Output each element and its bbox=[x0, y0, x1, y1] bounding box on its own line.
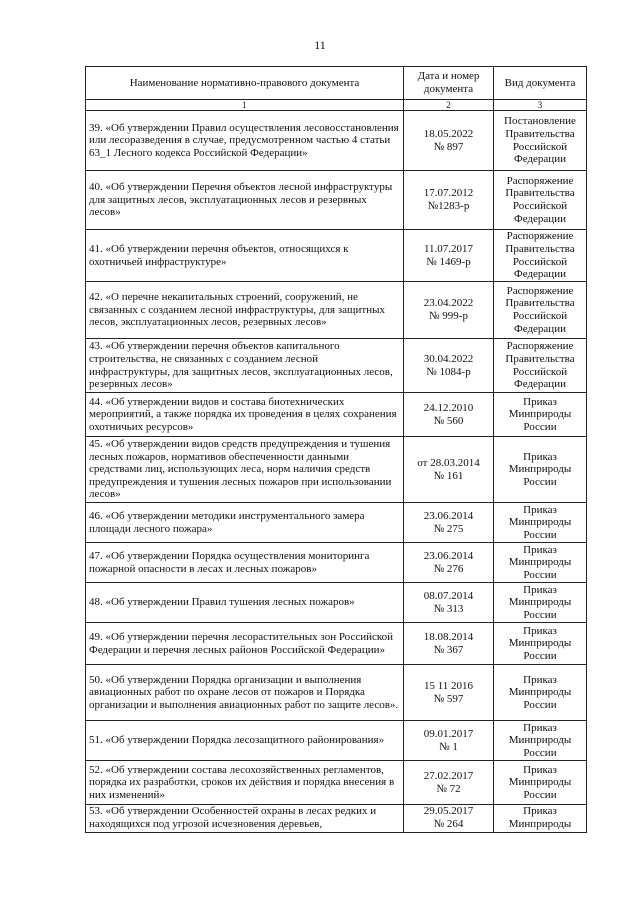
document-name: 49. «Об утверждении перечня лесорастительных зон Российской Федерации и перечня лесных районов Российской Федерации» bbox=[86, 623, 404, 665]
document-date-number bbox=[404, 171, 494, 230]
table-row bbox=[86, 437, 587, 503]
documents-table bbox=[85, 66, 587, 833]
column-number-row bbox=[86, 100, 587, 111]
document-type: Приказ Минприроды России bbox=[494, 583, 587, 623]
document-name: 47. «Об утверждении Порядка осуществления мониторинга пожарной опасности в лесах и лесных пожаров» bbox=[86, 543, 404, 583]
table-row bbox=[86, 665, 587, 721]
document-number: № 313 bbox=[433, 602, 464, 615]
document-type: Постановление Правительства Российской Федерации bbox=[494, 111, 587, 171]
document-date-number bbox=[404, 583, 494, 623]
document-date: от 28.03.2014 bbox=[417, 456, 480, 469]
document-date: 23.06.2014 bbox=[423, 509, 474, 522]
document-number: № 1 bbox=[439, 740, 458, 753]
document-type: Распоряжение Правительства Российской Федерации bbox=[494, 339, 587, 393]
document-date-number bbox=[404, 282, 494, 339]
document-date-number bbox=[404, 393, 494, 437]
document-type: Приказ Минприроды России bbox=[494, 623, 587, 665]
document-number: №1283-р bbox=[427, 200, 470, 212]
document-date-number bbox=[404, 805, 494, 833]
document-number: № 897 bbox=[433, 140, 464, 153]
document-date: 09.01.2017 bbox=[423, 727, 474, 740]
document-date: 11.07.2017 bbox=[423, 242, 474, 255]
document-date-number bbox=[404, 665, 494, 721]
document-number: № 999-р bbox=[429, 310, 468, 322]
table-row bbox=[86, 503, 587, 543]
document-name: 43. «Об утверждении перечня объектов капитального строительства, не связанных с созданием лесной инфраструктуры, для защитных лесов, эксплуатационных лесов, резервных лесов» bbox=[86, 339, 404, 393]
document-date: 08.07.2014 bbox=[423, 589, 474, 602]
document-type: Приказ Минприроды bbox=[494, 805, 587, 833]
document-name: 50. «Об утверждении Порядка организации и выполнения авиационных работ по охране лесов от пожаров и Порядка организации и выполнения авиационных работ по защите лесов». bbox=[86, 665, 404, 721]
document-number: № 276 bbox=[433, 562, 464, 575]
document-date: 18.05.2022 bbox=[423, 127, 474, 140]
document-name: 51. «Об утверждении Порядка лесозащитного районирования» bbox=[86, 721, 404, 761]
document-name: 39. «Об утверждении Правил осуществления лесовосстановления или лесоразведения в случае, предусмотренном частью 4 статьи 63_1 Лесного кодекса Российской Федерации» bbox=[86, 111, 404, 171]
document-type: Приказ Минприроды России bbox=[494, 543, 587, 583]
table-row bbox=[86, 171, 587, 230]
table-row bbox=[86, 805, 587, 833]
document-name: 45. «Об утверждении видов средств предупреждения и тушения лесных пожаров, нормативов обеспеченности данными средствами лиц, использующих леса, норм наличия средств предупреждения и тушения лесных пожаров при использовании лесов» bbox=[86, 437, 404, 503]
header-row bbox=[86, 67, 587, 100]
header-document-name: Наименование нормативно-правового документа bbox=[86, 67, 404, 100]
document-name: 46. «Об утверждении методики инструментального замера площади лесного пожара» bbox=[86, 503, 404, 543]
document-number: № 1084-р bbox=[426, 365, 471, 378]
document-number: № 367 bbox=[433, 643, 464, 656]
document-number: № 560 bbox=[433, 414, 464, 427]
table-row bbox=[86, 583, 587, 623]
document-type: Приказ Минприроды России bbox=[494, 721, 587, 761]
document-type: Приказ Минприроды России bbox=[494, 503, 587, 543]
document-date: 17.07.2012 bbox=[423, 187, 474, 200]
document-date-number bbox=[404, 721, 494, 761]
document-name: 52. «Об утверждении состава лесохозяйственных регламентов, порядка их разработки, сроков их действия и порядка внесения в них изменений» bbox=[86, 761, 404, 805]
document-date: 24.12.2010 bbox=[423, 401, 474, 414]
document-type: Распоряжение Правительства Российской Федерации bbox=[494, 282, 587, 339]
document-number: № 275 bbox=[433, 522, 464, 535]
table-row bbox=[86, 339, 587, 393]
column-number: 2 bbox=[404, 100, 494, 111]
page-number: 11 bbox=[314, 38, 326, 52]
header-date-number: Дата и номер документа bbox=[404, 67, 494, 100]
table-row bbox=[86, 623, 587, 665]
document-type: Приказ Минприроды России bbox=[494, 393, 587, 437]
table-row bbox=[86, 282, 587, 339]
table-row bbox=[86, 393, 587, 437]
header-document-type: Вид документа bbox=[494, 67, 587, 100]
document-date: 23.04.2022 bbox=[423, 297, 474, 310]
document-name: 44. «Об утверждении видов и состава биотехнических мероприятий, а также порядка их проведения в целях сохранения охотничьих ресурсов» bbox=[86, 393, 404, 437]
document-date: 15 11 2016 bbox=[423, 679, 474, 692]
document-date-number bbox=[404, 339, 494, 393]
document-number: № 72 bbox=[436, 782, 461, 795]
document-date: 18.08.2014 bbox=[423, 630, 474, 643]
document-date-number bbox=[404, 111, 494, 171]
document-type: Приказ Минприроды России bbox=[494, 761, 587, 805]
document-date-number bbox=[404, 543, 494, 583]
document-name: 48. «Об утверждении Правил тушения лесных пожаров» bbox=[86, 583, 404, 623]
document-date-number bbox=[404, 230, 494, 282]
document-type: Приказ Минприроды России bbox=[494, 437, 587, 503]
document-name: 53. «Об утверждении Особенностей охраны в лесах редких и находящихся под угрозой исчезновения деревьев, bbox=[86, 805, 404, 833]
column-number: 3 bbox=[494, 100, 587, 111]
document-name: 41. «Об утверждении перечня объектов, относящихся к охотничьей инфраструктуре» bbox=[86, 230, 404, 282]
document-date-number bbox=[404, 761, 494, 805]
table-row bbox=[86, 230, 587, 282]
document-date-number bbox=[404, 623, 494, 665]
document-number: № 1469-р bbox=[426, 255, 471, 268]
document-type: Распоряжение Правительства Российской Федерации bbox=[494, 171, 587, 230]
table-row bbox=[86, 111, 587, 171]
document-number: № 264 bbox=[433, 817, 464, 830]
document-date-number bbox=[404, 503, 494, 543]
document-name: 42. «О перечне некапитальных строений, сооружений, не связанных с созданием лесной инфраструктуры, для защитных лесов, эксплуатационных лесов, резервных лесов» bbox=[86, 282, 404, 339]
document-date: 27.02.2017 bbox=[423, 769, 474, 782]
document-date: 23.06.2014 bbox=[423, 549, 474, 562]
table-header bbox=[86, 67, 587, 111]
table-row bbox=[86, 761, 587, 805]
table-row bbox=[86, 721, 587, 761]
document-date: 30.04.2022 bbox=[423, 352, 474, 365]
document-type: Распоряжение Правительства Российской Федерации bbox=[494, 230, 587, 282]
column-number: 1 bbox=[86, 100, 404, 111]
document-number: № 161 bbox=[433, 469, 464, 482]
document-date-number bbox=[404, 437, 494, 503]
table-body bbox=[86, 111, 587, 833]
document-number: № 597 bbox=[433, 692, 464, 705]
table-row bbox=[86, 543, 587, 583]
document-name: 40. «Об утверждении Перечня объектов лесной инфраструктуры для защитных лесов, эксплуатационных лесов и резервных лесов» bbox=[86, 171, 404, 230]
document-date: 29.05.2017 bbox=[423, 805, 474, 817]
document-type: Приказ Минприроды России bbox=[494, 665, 587, 721]
